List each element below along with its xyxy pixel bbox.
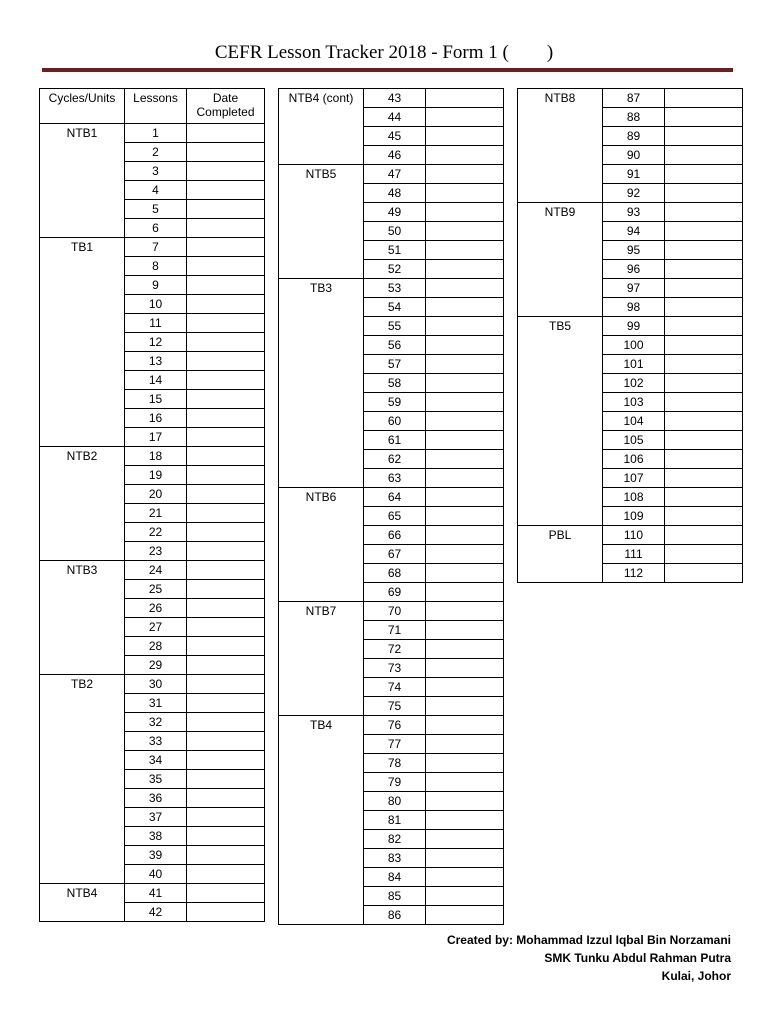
lesson-number: 38	[125, 827, 187, 846]
date-completed-cell[interactable]	[426, 735, 504, 754]
lesson-number: 58	[364, 374, 426, 393]
lesson-number: 36	[125, 789, 187, 808]
lesson-number: 12	[125, 333, 187, 352]
date-completed-cell[interactable]	[187, 314, 265, 333]
date-completed-cell[interactable]	[665, 165, 743, 184]
date-completed-cell[interactable]	[426, 906, 504, 925]
date-completed-cell[interactable]	[187, 846, 265, 865]
date-completed-cell[interactable]	[665, 450, 743, 469]
lesson-number: 55	[364, 317, 426, 336]
table-row	[279, 89, 504, 108]
date-completed-cell[interactable]	[187, 485, 265, 504]
lesson-number: 41	[125, 884, 187, 903]
table-row	[40, 447, 265, 466]
date-completed-cell[interactable]	[665, 317, 743, 336]
date-completed-cell[interactable]	[426, 659, 504, 678]
date-completed-cell[interactable]	[426, 355, 504, 374]
lesson-number: 94	[603, 222, 665, 241]
date-completed-cell[interactable]	[665, 203, 743, 222]
date-completed-cell[interactable]	[426, 127, 504, 146]
date-completed-cell[interactable]	[187, 637, 265, 656]
lesson-number: 63	[364, 469, 426, 488]
date-completed-cell[interactable]	[426, 203, 504, 222]
date-completed-cell[interactable]	[187, 675, 265, 694]
lesson-number: 99	[603, 317, 665, 336]
date-completed-cell[interactable]	[426, 887, 504, 906]
date-completed-cell[interactable]	[187, 162, 265, 181]
lesson-number: 100	[603, 336, 665, 355]
lesson-number: 88	[603, 108, 665, 127]
table-row	[40, 238, 265, 257]
date-completed-cell[interactable]	[187, 371, 265, 390]
lesson-number: 81	[364, 811, 426, 830]
date-completed-cell[interactable]	[426, 678, 504, 697]
date-completed-cell[interactable]	[187, 694, 265, 713]
date-completed-cell[interactable]	[426, 868, 504, 887]
header-lessons: Lessons	[125, 89, 187, 124]
date-completed-cell[interactable]	[187, 732, 265, 751]
date-completed-cell[interactable]	[665, 241, 743, 260]
date-completed-cell[interactable]	[426, 564, 504, 583]
unit-label: TB2	[40, 675, 125, 884]
date-completed-cell[interactable]	[665, 89, 743, 108]
date-completed-cell[interactable]	[426, 697, 504, 716]
lesson-number: 22	[125, 523, 187, 542]
date-completed-cell[interactable]	[187, 618, 265, 637]
lesson-number: 59	[364, 393, 426, 412]
date-completed-cell[interactable]	[665, 298, 743, 317]
unit-label: NTB4	[40, 884, 125, 922]
date-completed-cell[interactable]	[665, 336, 743, 355]
date-completed-cell[interactable]	[426, 336, 504, 355]
date-completed-cell[interactable]	[426, 640, 504, 659]
footer-location: Kulai, Johor	[661, 969, 731, 983]
date-completed-cell[interactable]	[665, 507, 743, 526]
date-completed-cell[interactable]	[426, 811, 504, 830]
date-completed-cell[interactable]	[426, 526, 504, 545]
lesson-number: 92	[603, 184, 665, 203]
date-completed-cell[interactable]	[665, 146, 743, 165]
lesson-number: 54	[364, 298, 426, 317]
lesson-number: 112	[603, 564, 665, 583]
unit-label: NTB2	[40, 447, 125, 561]
lesson-number: 109	[603, 507, 665, 526]
date-completed-cell[interactable]	[187, 580, 265, 599]
date-completed-cell[interactable]	[426, 450, 504, 469]
lesson-number: 16	[125, 409, 187, 428]
lesson-number: 102	[603, 374, 665, 393]
unit-label: PBL	[518, 526, 603, 583]
tracker-table-3	[517, 88, 743, 583]
date-completed-cell[interactable]	[187, 903, 265, 922]
lesson-number: 13	[125, 352, 187, 371]
lesson-number: 68	[364, 564, 426, 583]
date-completed-cell[interactable]	[187, 561, 265, 580]
date-completed-cell[interactable]	[665, 279, 743, 298]
lesson-number: 72	[364, 640, 426, 659]
date-completed-cell[interactable]	[426, 716, 504, 735]
date-completed-cell[interactable]	[187, 257, 265, 276]
table-row	[279, 488, 504, 507]
date-completed-cell[interactable]	[665, 374, 743, 393]
lesson-number: 29	[125, 656, 187, 675]
date-completed-cell[interactable]	[187, 542, 265, 561]
lesson-number: 1	[125, 124, 187, 143]
table-row	[518, 203, 743, 222]
date-completed-cell[interactable]	[426, 754, 504, 773]
footer-created-by: Created by: Mohammad Izzul Iqbal Bin Norzamani	[446, 933, 731, 947]
date-completed-cell[interactable]	[187, 789, 265, 808]
lesson-number: 78	[364, 754, 426, 773]
table-row	[279, 602, 504, 621]
lesson-number: 75	[364, 697, 426, 716]
date-completed-cell[interactable]	[187, 713, 265, 732]
lesson-number: 17	[125, 428, 187, 447]
date-completed-cell[interactable]	[665, 127, 743, 146]
lesson-number: 67	[364, 545, 426, 564]
lesson-number: 98	[603, 298, 665, 317]
date-completed-cell[interactable]	[187, 447, 265, 466]
date-completed-cell[interactable]	[426, 469, 504, 488]
lesson-number: 14	[125, 371, 187, 390]
date-completed-cell[interactable]	[426, 260, 504, 279]
lesson-number: 96	[603, 260, 665, 279]
lesson-number: 23	[125, 542, 187, 561]
footer-school: SMK Tunku Abdul Rahman Putra	[544, 951, 731, 965]
lesson-number: 103	[603, 393, 665, 412]
date-completed-cell[interactable]	[187, 770, 265, 789]
lesson-number: 30	[125, 675, 187, 694]
lesson-number: 44	[364, 108, 426, 127]
lesson-number: 74	[364, 678, 426, 697]
header-date-completed: Date Completed	[187, 89, 265, 124]
lesson-number: 97	[603, 279, 665, 298]
table-row	[518, 317, 743, 336]
date-completed-cell[interactable]	[665, 108, 743, 127]
lesson-number: 61	[364, 431, 426, 450]
lesson-number: 50	[364, 222, 426, 241]
lesson-number: 104	[603, 412, 665, 431]
header-cycles-units: Cycles/Units	[40, 89, 125, 124]
date-completed-cell[interactable]	[187, 390, 265, 409]
date-completed-cell[interactable]	[187, 808, 265, 827]
tracker-table-2	[278, 88, 504, 925]
footer-credits	[447, 931, 731, 985]
date-completed-cell[interactable]	[665, 412, 743, 431]
date-completed-cell[interactable]	[426, 583, 504, 602]
date-completed-cell[interactable]	[426, 431, 504, 450]
unit-label: NTB6	[279, 488, 364, 602]
lesson-number: 82	[364, 830, 426, 849]
date-completed-cell[interactable]	[187, 751, 265, 770]
lesson-number: 26	[125, 599, 187, 618]
lesson-number: 91	[603, 165, 665, 184]
lesson-number: 84	[364, 868, 426, 887]
lesson-number: 76	[364, 716, 426, 735]
lesson-number: 34	[125, 751, 187, 770]
lesson-number: 33	[125, 732, 187, 751]
unit-label: NTB8	[518, 89, 603, 203]
date-completed-cell[interactable]	[665, 545, 743, 564]
lesson-number: 18	[125, 447, 187, 466]
lesson-number: 48	[364, 184, 426, 203]
lesson-number: 31	[125, 694, 187, 713]
date-completed-cell[interactable]	[187, 884, 265, 903]
lesson-number: 79	[364, 773, 426, 792]
date-completed-cell[interactable]	[426, 792, 504, 811]
table-row	[518, 89, 743, 108]
lesson-number: 19	[125, 466, 187, 485]
date-completed-cell[interactable]	[187, 504, 265, 523]
lesson-number: 46	[364, 146, 426, 165]
lesson-number: 71	[364, 621, 426, 640]
table-row	[40, 884, 265, 903]
tracker-table-1	[39, 88, 265, 922]
lesson-number: 86	[364, 906, 426, 925]
table-row	[518, 526, 743, 545]
lesson-number: 2	[125, 143, 187, 162]
date-completed-cell[interactable]	[187, 466, 265, 485]
date-completed-cell[interactable]	[426, 507, 504, 526]
unit-label: NTB3	[40, 561, 125, 675]
date-completed-cell[interactable]	[187, 276, 265, 295]
lesson-number: 21	[125, 504, 187, 523]
date-completed-cell[interactable]	[187, 599, 265, 618]
page-title: CEFR Lesson Tracker 2018 - Form 1 ( )	[214, 42, 554, 63]
lesson-number: 4	[125, 181, 187, 200]
lesson-number: 111	[603, 545, 665, 564]
table-row	[279, 279, 504, 298]
date-completed-cell[interactable]	[426, 298, 504, 317]
date-completed-cell[interactable]	[426, 412, 504, 431]
date-completed-cell[interactable]	[665, 526, 743, 545]
unit-label: NTB4 (cont)	[279, 89, 364, 165]
lesson-number: 80	[364, 792, 426, 811]
lesson-number: 47	[364, 165, 426, 184]
date-completed-cell[interactable]	[665, 222, 743, 241]
date-completed-cell[interactable]	[426, 393, 504, 412]
date-completed-cell[interactable]	[426, 317, 504, 336]
lesson-number: 77	[364, 735, 426, 754]
table-row	[279, 165, 504, 184]
title-divider	[42, 68, 733, 72]
lesson-number: 95	[603, 241, 665, 260]
date-completed-cell[interactable]	[426, 146, 504, 165]
lesson-number: 52	[364, 260, 426, 279]
date-completed-cell[interactable]	[665, 488, 743, 507]
lesson-number: 70	[364, 602, 426, 621]
date-completed-cell[interactable]	[426, 222, 504, 241]
lesson-number: 45	[364, 127, 426, 146]
unit-label: NTB5	[279, 165, 364, 279]
lesson-number: 106	[603, 450, 665, 469]
lesson-number: 20	[125, 485, 187, 504]
lesson-number: 85	[364, 887, 426, 906]
lesson-number: 101	[603, 355, 665, 374]
table-row	[40, 124, 265, 143]
lesson-number: 107	[603, 469, 665, 488]
date-completed-cell[interactable]	[426, 89, 504, 108]
lesson-number: 73	[364, 659, 426, 678]
lesson-number: 110	[603, 526, 665, 545]
date-completed-cell[interactable]	[426, 602, 504, 621]
lesson-number: 5	[125, 200, 187, 219]
lesson-number: 83	[364, 849, 426, 868]
lesson-number: 93	[603, 203, 665, 222]
date-completed-cell[interactable]	[426, 184, 504, 203]
lesson-number: 60	[364, 412, 426, 431]
date-completed-cell[interactable]	[187, 656, 265, 675]
lesson-number: 11	[125, 314, 187, 333]
table-row	[279, 716, 504, 735]
date-completed-cell[interactable]	[426, 830, 504, 849]
date-completed-cell[interactable]	[187, 352, 265, 371]
date-completed-cell[interactable]	[665, 393, 743, 412]
date-completed-cell[interactable]	[187, 181, 265, 200]
lesson-number: 10	[125, 295, 187, 314]
date-completed-cell[interactable]	[665, 431, 743, 450]
unit-label: TB5	[518, 317, 603, 526]
date-completed-cell[interactable]	[187, 409, 265, 428]
lesson-number: 43	[364, 89, 426, 108]
date-completed-cell[interactable]	[426, 488, 504, 507]
date-completed-cell[interactable]	[187, 428, 265, 447]
date-completed-cell[interactable]	[187, 238, 265, 257]
lesson-number: 7	[125, 238, 187, 257]
date-completed-cell[interactable]	[426, 374, 504, 393]
lesson-number: 69	[364, 583, 426, 602]
date-completed-cell[interactable]	[187, 143, 265, 162]
table-row	[40, 675, 265, 694]
date-completed-cell[interactable]	[187, 219, 265, 238]
lesson-number: 15	[125, 390, 187, 409]
date-completed-cell[interactable]	[426, 849, 504, 868]
lesson-number: 8	[125, 257, 187, 276]
date-completed-cell[interactable]	[187, 333, 265, 352]
lesson-number: 32	[125, 713, 187, 732]
unit-label: NTB9	[518, 203, 603, 317]
date-completed-cell[interactable]	[426, 241, 504, 260]
date-completed-cell[interactable]	[187, 200, 265, 219]
lesson-number: 66	[364, 526, 426, 545]
date-completed-cell[interactable]	[426, 773, 504, 792]
lesson-number: 49	[364, 203, 426, 222]
date-completed-cell[interactable]	[665, 564, 743, 583]
lesson-number: 56	[364, 336, 426, 355]
date-completed-cell[interactable]	[187, 523, 265, 542]
lesson-number: 108	[603, 488, 665, 507]
unit-label: NTB1	[40, 124, 125, 238]
unit-label: TB4	[279, 716, 364, 925]
lesson-number: 42	[125, 903, 187, 922]
lesson-number: 3	[125, 162, 187, 181]
lesson-number: 9	[125, 276, 187, 295]
lesson-number: 53	[364, 279, 426, 298]
unit-label: TB1	[40, 238, 125, 447]
lesson-number: 64	[364, 488, 426, 507]
lesson-number: 62	[364, 450, 426, 469]
lesson-number: 105	[603, 431, 665, 450]
date-completed-cell[interactable]	[665, 184, 743, 203]
lesson-number: 65	[364, 507, 426, 526]
lesson-number: 27	[125, 618, 187, 637]
date-completed-cell[interactable]	[426, 279, 504, 298]
lesson-number: 40	[125, 865, 187, 884]
date-completed-cell[interactable]	[665, 260, 743, 279]
lesson-number: 51	[364, 241, 426, 260]
lesson-number: 25	[125, 580, 187, 599]
date-completed-cell[interactable]	[426, 545, 504, 564]
lesson-number: 28	[125, 637, 187, 656]
lesson-number: 90	[603, 146, 665, 165]
lesson-number: 6	[125, 219, 187, 238]
lesson-number: 35	[125, 770, 187, 789]
date-completed-cell[interactable]	[426, 108, 504, 127]
date-completed-cell[interactable]	[187, 295, 265, 314]
unit-label: NTB7	[279, 602, 364, 716]
unit-label: TB3	[279, 279, 364, 488]
date-completed-cell[interactable]	[187, 827, 265, 846]
date-completed-cell[interactable]	[665, 355, 743, 374]
lesson-number: 37	[125, 808, 187, 827]
date-completed-cell[interactable]	[426, 165, 504, 184]
date-completed-cell[interactable]	[187, 865, 265, 884]
date-completed-cell[interactable]	[665, 469, 743, 488]
lesson-number: 39	[125, 846, 187, 865]
lesson-number: 57	[364, 355, 426, 374]
lesson-number: 24	[125, 561, 187, 580]
date-completed-cell[interactable]	[426, 621, 504, 640]
lesson-number: 89	[603, 127, 665, 146]
date-completed-cell[interactable]	[187, 124, 265, 143]
lesson-number: 87	[603, 89, 665, 108]
table-row	[40, 561, 265, 580]
